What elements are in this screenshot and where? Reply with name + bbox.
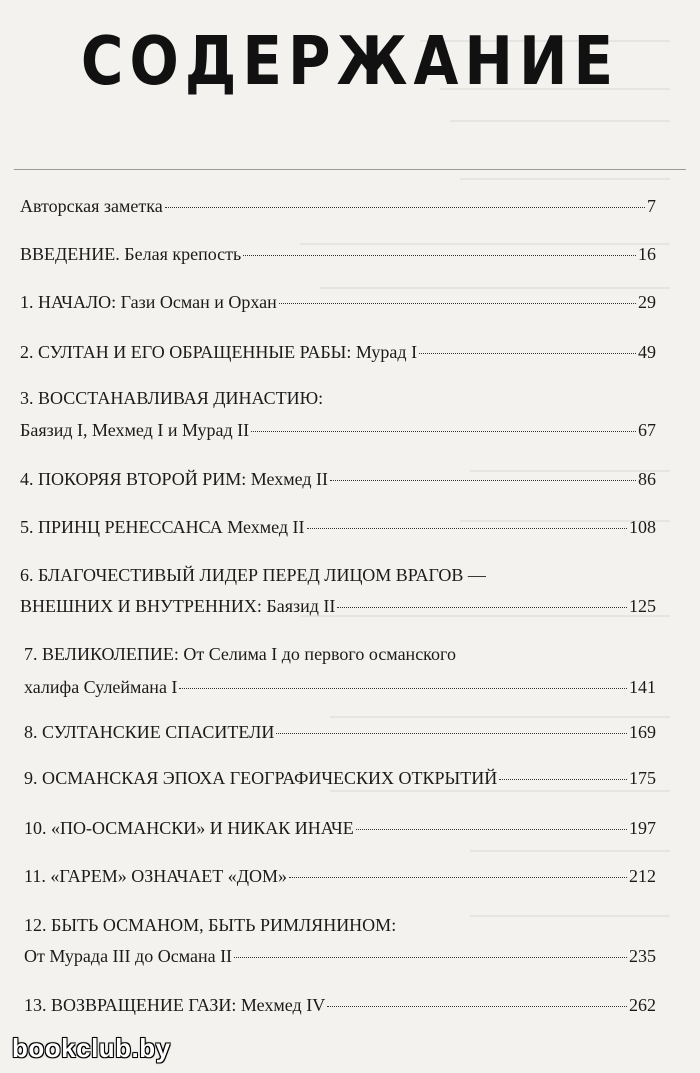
toc-entry-title: 11. «ГАРЕМ» ОЗНАЧАЕТ «ДОМ» [24,866,288,886]
toc-entry-page: 235 [629,946,656,966]
toc-entry-author-note [20,196,656,217]
toc-entry-page: 212 [629,866,656,886]
toc-entry-page: 108 [629,517,656,537]
toc-entry-title: 1. НАЧАЛО: Гази Осман и Орхан [20,292,277,312]
dot-leader [499,779,627,780]
toc-entry-chapter-13 [24,995,656,1016]
toc-entry-title: 13. ВОЗВРАЩЕНИЕ ГАЗИ: Мехмед IV [24,995,326,1015]
toc-entry-chapter-1 [20,292,656,313]
toc-entry-title: Авторская заметка [20,196,163,216]
toc-entry-page: 29 [638,292,656,312]
toc-entry-page: 16 [638,244,656,264]
toc-entry-page: 197 [629,818,656,838]
dot-leader [251,431,636,432]
toc-entry-page: 86 [638,469,656,489]
toc-entry-title: От Мурада III до Османа II [24,946,233,966]
toc-entry-title: ВНЕШНИХ И ВНУТРЕННИХ: Баязид II [20,596,336,616]
toc-entry-chapter-12 [24,946,656,967]
dot-leader [330,480,636,481]
dot-leader [279,303,636,304]
toc-entry-page: 175 [629,768,656,788]
toc-entry-chapter-7-heading: 7. ВЕЛИКОЛЕПИЕ: От Селима I до первого османского [24,644,456,664]
dot-leader [356,829,627,830]
toc-entry-chapter-3-heading: 3. ВОССТАНАВЛИВАЯ ДИНАСТИЮ: [20,388,324,408]
toc-entry-title: 8. СУЛТАНСКИЕ СПАСИТЕЛИ [24,722,275,742]
dot-leader [276,733,627,734]
toc-entry-title: ВВЕДЕНИЕ. Белая крепость [20,244,242,264]
toc-entry-title: 10. «ПО-ОСМАНСКИ» И НИКАК ИНАЧЕ [24,818,354,838]
site-watermark: bookclub.by [12,1033,171,1063]
toc-entry-title: 2. СУЛТАН И ЕГО ОБРАЩЕННЫЕ РАБЫ: Мурад I [20,342,418,362]
dot-leader [179,688,627,689]
dot-leader [289,877,627,878]
toc-entry-title: 4. ПОКОРЯЯ ВТОРОЙ РИМ: Мехмед II [20,469,329,489]
dot-leader [307,528,627,529]
toc-entry-title: Баязид I, Мехмед I и Мурад II [20,420,250,440]
toc-entry-page: 262 [629,995,656,1015]
toc-entry-page: 67 [638,420,656,440]
toc-entry-title: халифа Сулеймана I [24,677,178,697]
dot-leader [243,255,636,256]
toc-entry-page: 169 [629,722,656,742]
toc-entry-chapter-6-heading: 6. БЛАГОЧЕСТИВЫЙ ЛИДЕР ПЕРЕД ЛИЦОМ ВРАГОВ — [20,565,486,585]
toc-entry-chapter-5 [20,517,656,538]
toc-entry-chapter-9 [24,768,656,789]
dot-leader [419,353,636,354]
toc-entry-title: 9. ОСМАНСКАЯ ЭПОХА ГЕОГРАФИЧЕСКИХ ОТКРЫТИЙ [24,768,498,788]
dot-leader [327,1006,627,1007]
toc-entry-chapter-12-heading: 12. БЫТЬ ОСМАНОМ, БЫТЬ РИМЛЯНИНОМ: [24,915,397,935]
toc-entry-title: 5. ПРИНЦ РЕНЕССАНСА Мехмед II [20,517,305,537]
dot-leader [165,207,645,208]
toc-entry-chapter-7 [24,677,656,698]
toc-entry-page: 125 [629,596,656,616]
toc-entry-page: 49 [638,342,656,362]
toc-entry-page: 141 [629,677,656,697]
dot-leader [234,957,627,958]
toc-entry-page: 7 [647,196,656,216]
toc-entry-chapter-8 [24,722,656,743]
toc-entry-chapter-4 [20,469,656,490]
toc-entry-chapter-10 [24,818,656,839]
toc-entry-introduction [20,244,656,265]
toc-entry-chapter-3 [20,420,656,441]
toc-entry-chapter-11 [24,866,656,887]
dot-leader [337,607,627,608]
toc-entry-chapter-2 [20,342,656,363]
page-title: СОДЕРЖАНИЕ [80,22,620,101]
toc-entry-chapter-6 [20,596,656,617]
